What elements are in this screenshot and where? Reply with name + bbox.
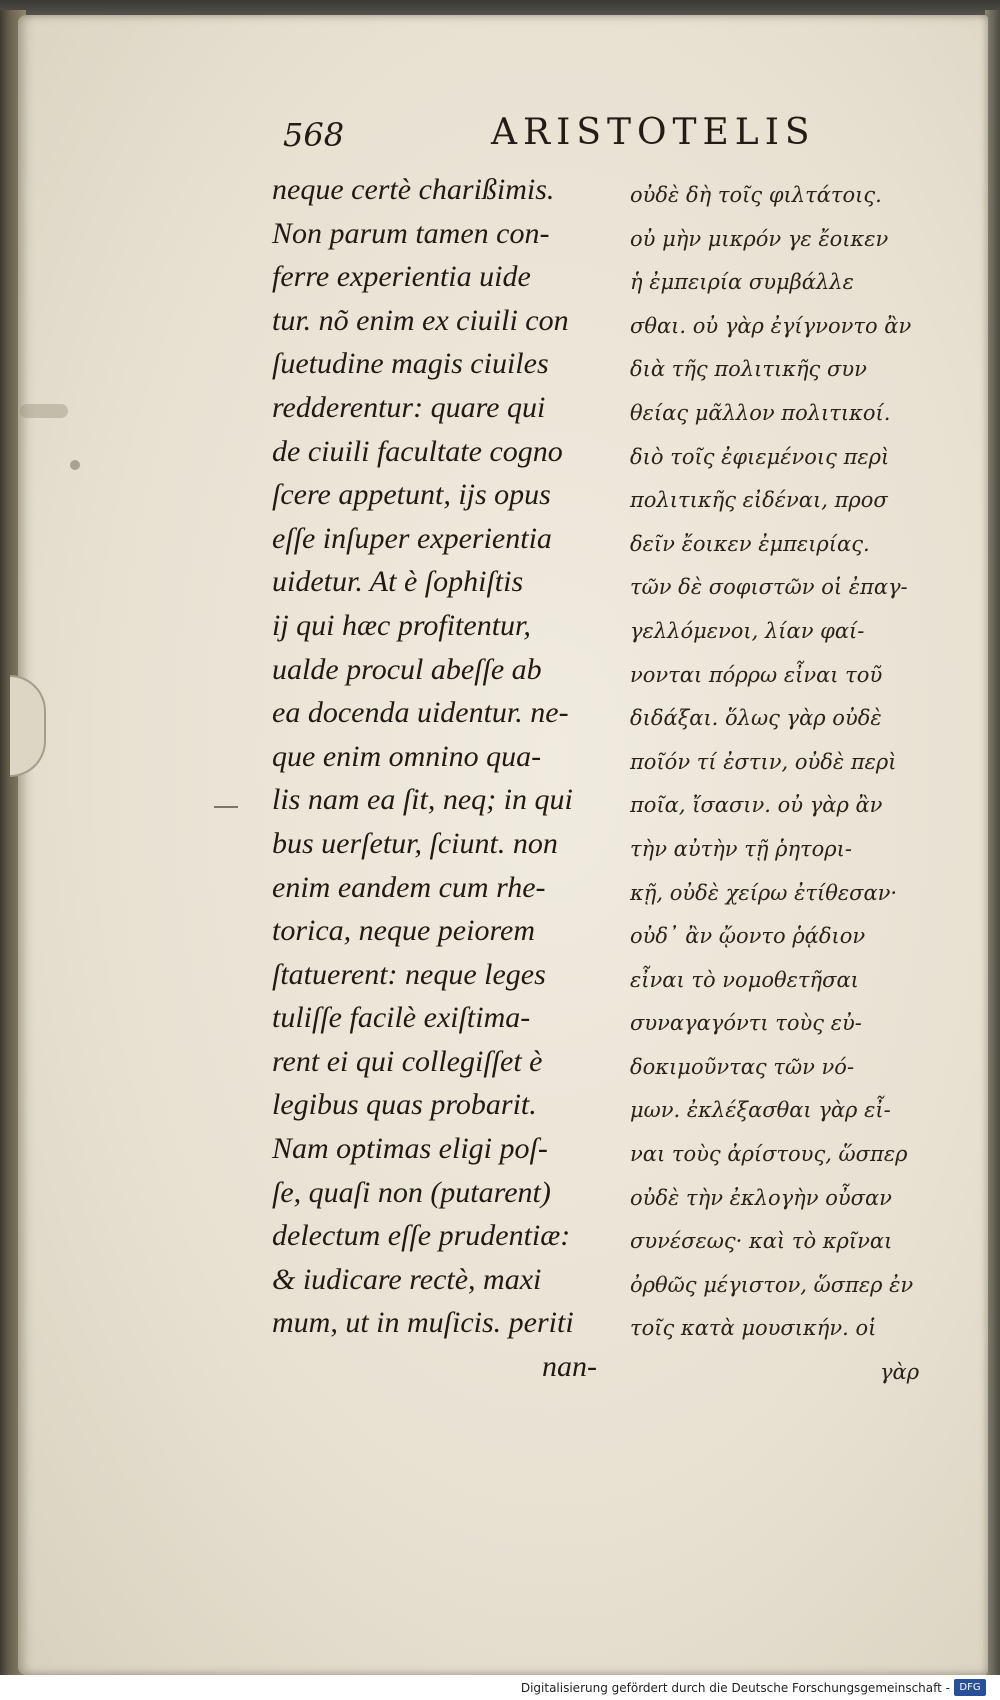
page-smudge bbox=[20, 404, 68, 418]
latin-line: delectum eſſe prudentiæ: bbox=[272, 1219, 571, 1253]
greek-line: θείας μᾶλλον πολιτικοί. bbox=[630, 400, 891, 425]
footer-credit: Digitalisierung gefördert durch die Deutsche Forschungsgemeinschaft - bbox=[520, 1681, 950, 1695]
greek-line: συναγαγόντι τοὺς εὐ- bbox=[630, 1011, 862, 1036]
latin-line: neque certè charißimis. bbox=[272, 173, 555, 206]
greek-line: οὐδ᾽ ἂν ᾤοντο ῥᾴδιον bbox=[630, 924, 866, 949]
greek-line: οὐδὲ δὴ τοῖς φιλτάτοις. bbox=[630, 183, 882, 207]
latin-line: que enim omnino qua- bbox=[272, 739, 542, 773]
latin-line: rent ei qui collegiſſet è bbox=[272, 1044, 543, 1078]
latin-column bbox=[272, 168, 617, 1389]
greek-line: ὀρθῶς μέγιστον, ὥσπερ ἐν bbox=[630, 1272, 914, 1297]
greek-line: ποῖόν τί ἐστιν, οὐδὲ περὶ bbox=[630, 749, 897, 774]
latin-line: tur. nõ enim ex ciuili con bbox=[272, 303, 569, 337]
greek-line: μων. ἐκλέξασθαι γὰρ εἶ- bbox=[630, 1098, 891, 1123]
greek-line: τῶν δὲ σοφιστῶν οἱ ἐπαγ- bbox=[630, 575, 908, 600]
footer-bar bbox=[0, 1675, 1000, 1700]
latin-line: ſtatuerent: neque leges bbox=[272, 957, 546, 991]
latin-line: torica, neque peiorem bbox=[272, 914, 535, 948]
running-head bbox=[283, 108, 843, 168]
latin-line: enim eandem cum rhe- bbox=[272, 870, 546, 904]
greek-line: ποῖα, ἴσασιν. οὐ γὰρ ἂν bbox=[630, 793, 883, 818]
greek-catchword: γὰρ bbox=[880, 1360, 920, 1385]
latin-line: ſuetudine magis ciuiles bbox=[272, 347, 549, 381]
latin-line: de ciuili facultate cogno bbox=[272, 434, 563, 468]
greek-line: δοκιμοῦντας τῶν νό- bbox=[630, 1054, 855, 1079]
latin-line: legibus quas probarit. bbox=[272, 1088, 537, 1122]
greek-column bbox=[630, 174, 950, 1395]
latin-line: Nam optimas eligi poſ- bbox=[272, 1132, 548, 1166]
latin-line: ij qui hæc profitentur, bbox=[272, 608, 531, 642]
latin-line: mum, ut in muſicis. periti bbox=[272, 1306, 574, 1340]
greek-line: σθαι. οὐ γὰρ ἐγίγνοντο ἂν bbox=[630, 313, 912, 338]
latin-line: redderentur: quare qui bbox=[272, 390, 546, 424]
greek-line: ἡ ἐμπειρία συμβάλλε bbox=[630, 270, 854, 295]
greek-line: εἶναι τὸ νομοθετῆσαι bbox=[630, 967, 859, 992]
latin-line: ſcere appetunt, ijs opus bbox=[272, 478, 551, 512]
book-title: ARISTOTELIS bbox=[491, 112, 816, 153]
greek-line: διὸ τοῖς ἐφιεμένοις περὶ bbox=[630, 444, 890, 469]
greek-line: οὐ μὴν μικρόν γε ἔοικεν bbox=[630, 226, 889, 251]
margin-mark bbox=[214, 806, 238, 808]
latin-line: bus uerſetur, ſciunt. non bbox=[272, 826, 558, 860]
latin-line: lis nam ea ſit, neq; in qui bbox=[272, 783, 573, 817]
greek-line: συνέσεως· καὶ τὸ κρῖναι bbox=[630, 1229, 893, 1254]
latin-line: Non parum tamen con- bbox=[272, 216, 550, 250]
latin-line: tuliſſe facilè exiſtima- bbox=[272, 1001, 531, 1035]
latin-line: ſe, quaſi non (putarent) bbox=[272, 1175, 551, 1209]
greek-line: κῇ, οὐδὲ χείρω ἐτίθεσαν· bbox=[630, 880, 898, 905]
latin-line: eſſe inſuper experientia bbox=[272, 521, 552, 555]
latin-line: & iudicare rectè, maxi bbox=[272, 1262, 542, 1296]
greek-line: γελλόμενοι, λίαν φαί- bbox=[630, 618, 865, 643]
greek-line: διὰ τῆς πολιτικῆς συν bbox=[630, 357, 867, 382]
greek-line: ναι τοὺς ἀρίστους, ὥσπερ bbox=[630, 1142, 908, 1167]
dfg-logo: DFG bbox=[954, 1679, 986, 1696]
greek-line: πολιτικῆς εἰδέναι, προσ bbox=[630, 488, 888, 513]
latin-line: ualde procul abeſſe ab bbox=[272, 652, 542, 686]
page-hole bbox=[70, 460, 80, 470]
page-number: 568 bbox=[283, 116, 345, 154]
greek-line: τοῖς κατὰ μουσικήν. οἱ bbox=[630, 1316, 877, 1341]
greek-line: τὴν αὐτὴν τῇ ῥητορι- bbox=[630, 836, 852, 861]
greek-line: δεῖν ἔοικεν ἐμπειρίας. bbox=[630, 531, 870, 556]
latin-line: uidetur. At è ſophiſtis bbox=[272, 565, 524, 599]
greek-line: οὐδὲ τὴν ἐκλογὴν οὖσαν bbox=[630, 1185, 892, 1210]
latin-catchword: nan- bbox=[542, 1350, 597, 1384]
latin-line: ferre experientia uide bbox=[272, 260, 531, 294]
latin-line: ea docenda uidentur. ne- bbox=[272, 696, 569, 730]
greek-line: νονται πόρρω εἶναι τοῦ bbox=[630, 662, 883, 687]
greek-line: διδάξαι. ὅλως γὰρ οὐδὲ bbox=[630, 706, 882, 731]
